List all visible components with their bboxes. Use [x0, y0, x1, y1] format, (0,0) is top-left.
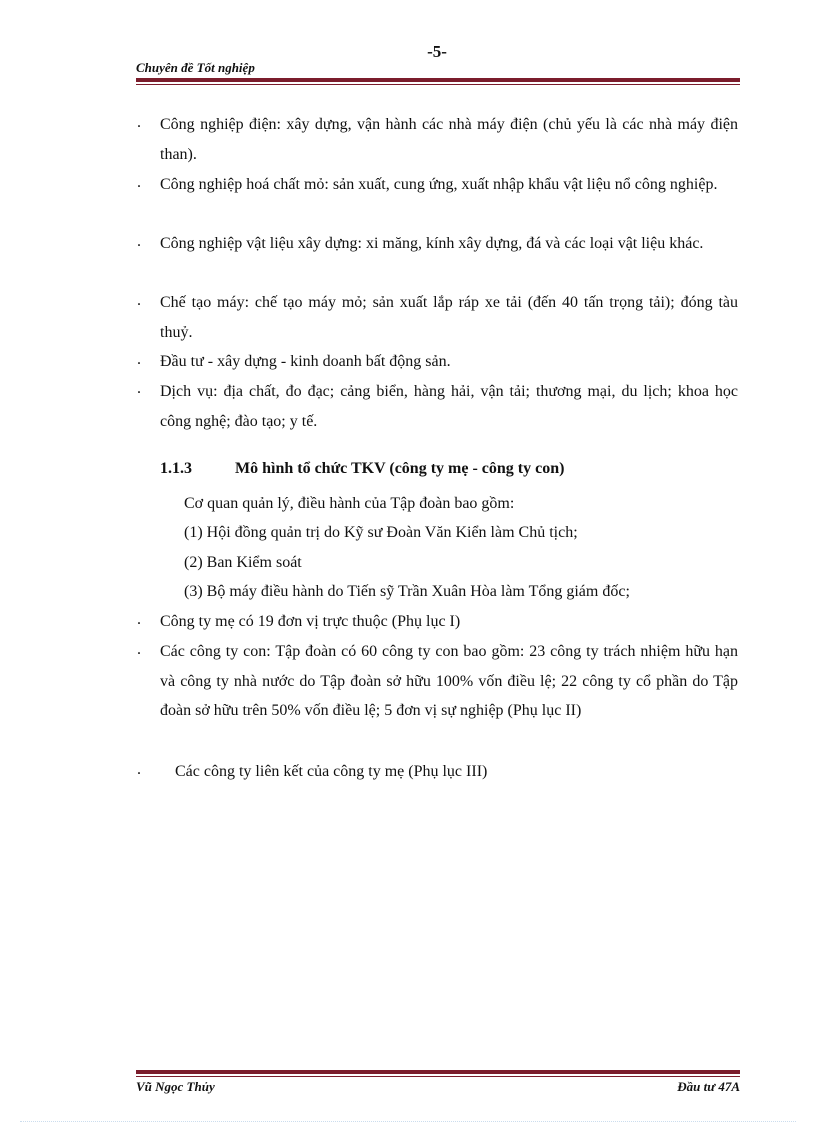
footer-class: Đầu tư 47A	[677, 1079, 740, 1094]
paragraph: Các công ty liên kết của công ty mẹ (Phụ lục III)	[175, 763, 488, 780]
bullet-marker: .	[137, 292, 141, 309]
sub-line: (2) Ban Kiểm soát	[184, 554, 302, 571]
sub-line: Cơ quan quản lý, điều hành của Tập đoàn bao gồm:	[184, 495, 515, 512]
header-rule	[136, 78, 740, 82]
bullet-marker: .	[137, 641, 141, 658]
paragraph: Công ty mẹ có 19 đơn vị trực thuộc (Phụ lục I)	[160, 613, 461, 630]
page-boundary	[20, 1121, 796, 1122]
bullet-marker: .	[137, 351, 141, 368]
section-title: Mô hình tổ chức TKV (công ty mẹ - công ty con)	[235, 460, 565, 477]
paragraph: Công nghiệp hoá chất mỏ: sản xuất, cung ứng, xuất nhập khẩu vật liệu nổ công nghiệp.	[160, 176, 718, 193]
paragraph: Đầu tư - xây dựng - kinh doanh bất động sản.	[160, 353, 451, 370]
paragraph: Công nghiệp vật liệu xây dựng: xi măng, kính xây dựng, đá và các loại vật liệu khác.	[160, 235, 704, 252]
footer-author: Vũ Ngọc Thủy	[136, 1079, 215, 1094]
bullet-marker: .	[137, 380, 141, 397]
section-number: 1.1.3	[160, 460, 192, 477]
paragraph: Các công ty con: Tập đoàn có 60 công ty con bao gồm: 23 công ty trách nhiệm hữu hạn và công ty nhà nước do Tập đoàn sở hữu 100% vốn điều lệ; 22 công ty cổ phần do Tập đoàn sở hữu trên 50% vốn điều lệ; 5 đơn vị sự nghiệp (Phụ lục II)	[160, 643, 738, 719]
bullet-marker: .	[137, 174, 141, 191]
bullet-marker: .	[137, 761, 141, 778]
paragraph: Chế tạo máy: chế tạo máy mỏ; sản xuất lắp ráp xe tải (đến 40 tấn trọng tải); đóng tàu thuỷ.	[160, 294, 738, 341]
page-number: -5-	[427, 42, 447, 61]
footer-rule	[136, 1070, 740, 1074]
section-heading	[160, 454, 564, 484]
paragraph: Dịch vụ: địa chất, đo đạc; cảng biển, hàng hải, vận tải; thương mại, du lịch; khoa học công nghệ; đào tạo; y tế.	[160, 383, 738, 430]
sub-line: (1) Hội đồng quản trị do Kỹ sư Đoàn Văn Kiển làm Chủ tịch;	[184, 524, 578, 541]
bullet-marker: .	[137, 611, 141, 628]
bullet-marker: .	[137, 114, 141, 131]
paragraph: Công nghiệp điện: xây dựng, vận hành các nhà máy điện (chủ yếu là các nhà máy điện than).	[160, 116, 738, 163]
header-title: Chuyên đề Tốt nghiệp	[136, 60, 255, 75]
sub-line: (3) Bộ máy điều hành do Tiến sỹ Trần Xuân Hòa làm Tổng giám đốc;	[184, 583, 630, 600]
bullet-marker: .	[137, 233, 141, 250]
